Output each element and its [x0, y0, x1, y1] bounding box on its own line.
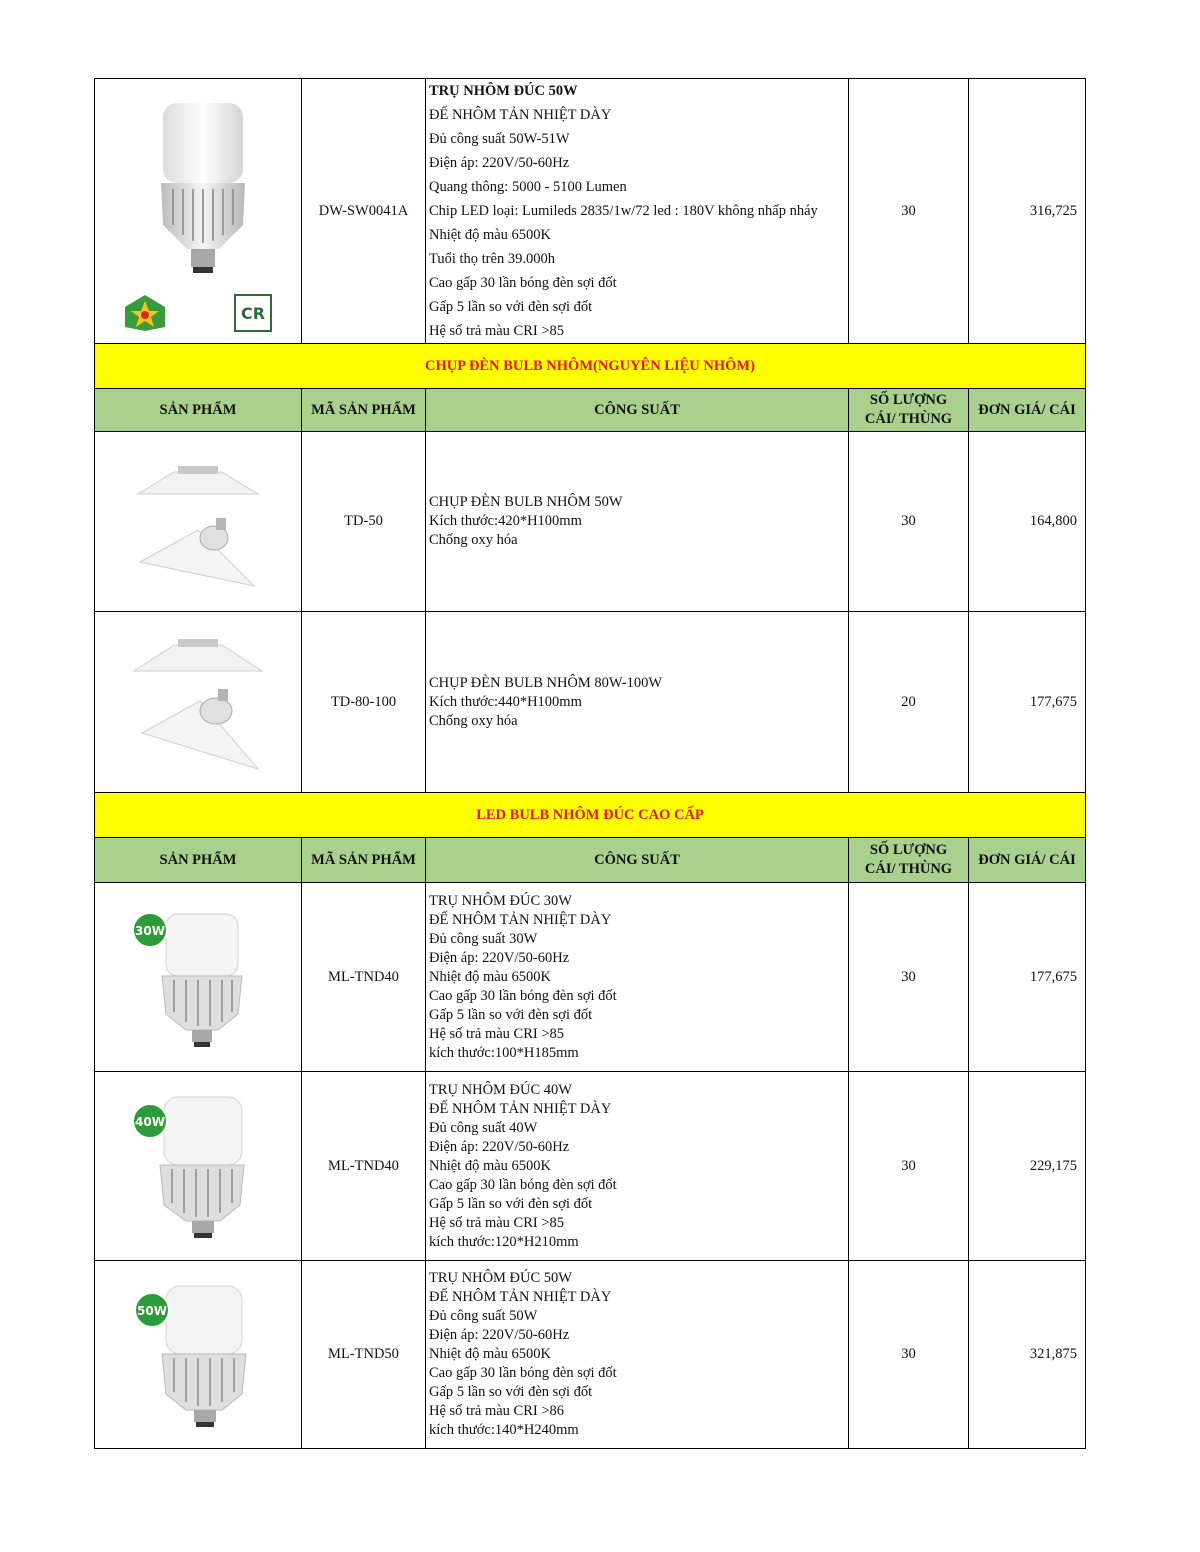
desc-line: Hệ số trả màu CRI >86	[429, 1403, 565, 1419]
desc-line: Hệ số trả màu CRI >85	[429, 323, 565, 339]
product-qty: 30	[849, 1261, 969, 1449]
wattage-badge: 50W	[137, 1303, 167, 1318]
desc-line: ĐẾ NHÔM TẢN NHIỆT DÀY	[429, 911, 612, 928]
product-qty: 30	[849, 432, 969, 612]
header-product: SẢN PHẨM	[95, 389, 302, 432]
header-code: MÃ SẢN PHẨM	[302, 838, 426, 883]
product-price: 177,675	[969, 612, 1086, 793]
desc-line: Nhiệt độ màu 6500K	[429, 227, 552, 243]
desc-line: TRỤ NHÔM ĐÚC 50W	[429, 83, 578, 99]
table-row	[95, 612, 1086, 793]
desc-line: TRỤ NHÔM ĐÚC 40W	[429, 1081, 572, 1098]
desc-line: Đủ công suất 30W	[429, 930, 538, 947]
desc-line: TRỤ NHÔM ĐÚC 50W	[429, 1270, 572, 1286]
header-qty-line1: SỐ LƯỢNG	[869, 842, 948, 858]
header-qty	[849, 838, 969, 883]
desc-line: Đủ công suất 40W	[429, 1119, 538, 1136]
desc-line: Cao gấp 30 lần bóng đèn sợi đốt	[429, 1365, 617, 1381]
wattage-badge: 40W	[135, 1115, 165, 1129]
product-price: 316,725	[969, 79, 1086, 344]
desc-line: ĐẾ NHÔM TẢN NHIỆT DÀY	[429, 107, 612, 123]
desc-line: Chống oxy hóa	[429, 712, 518, 729]
product-description	[426, 1261, 849, 1449]
product-price: 229,175	[969, 1072, 1086, 1261]
product-code: TD-50	[302, 432, 426, 612]
product-price: 164,800	[969, 432, 1086, 612]
desc-line: Chống oxy hóa	[429, 532, 518, 548]
product-qty: 30	[849, 1072, 969, 1261]
product-code: DW-SW0041A	[302, 79, 426, 344]
led-bulb-icon	[128, 1091, 268, 1241]
lamp-shade-icon	[128, 452, 268, 592]
desc-line: CHỤP ĐÈN BULB NHÔM 50W	[429, 494, 623, 510]
desc-line: CHỤP ĐÈN BULB NHÔM 80W-100W	[429, 674, 663, 691]
product-description	[426, 432, 849, 612]
desc-line: TRỤ NHÔM ĐÚC 30W	[429, 892, 572, 909]
desc-line: Điện áp: 220V/50-60Hz	[429, 1327, 570, 1343]
desc-line: Nhiệt độ màu 6500K	[429, 968, 552, 985]
desc-line: Cao gấp 30 lần bóng đèn sợi đốt	[429, 1176, 617, 1193]
desc-line: Gấp 5 lần so với đèn sợi đốt	[429, 299, 593, 315]
desc-line: Quang thông: 5000 - 5100 Lumen	[429, 179, 627, 195]
wattage-badge: 30W	[135, 924, 165, 938]
product-image-cell	[95, 883, 302, 1072]
table-row	[95, 1261, 1086, 1449]
desc-line: Cao gấp 30 lần bóng đèn sợi đốt	[429, 275, 617, 291]
desc-line: ĐẾ NHÔM TẢN NHIỆT DÀY	[429, 1100, 612, 1117]
desc-line: Chip LED loại: Lumileds 2835/1w/72 led : 180V không nhấp nháy	[429, 203, 818, 219]
desc-line: Điện áp: 220V/50-60Hz	[429, 155, 570, 171]
header-qty	[849, 389, 969, 432]
desc-line: Hệ số trả màu CRI >85	[429, 1214, 565, 1231]
product-price: 321,875	[969, 1261, 1086, 1449]
desc-line: Kích thước:420*H100mm	[429, 513, 582, 529]
desc-line: Kích thước:440*H100mm	[429, 693, 582, 710]
product-description	[426, 883, 849, 1072]
table-row	[95, 1072, 1086, 1261]
desc-line: kích thước:100*H185mm	[429, 1044, 579, 1061]
lamp-shade-icon	[128, 627, 268, 777]
desc-line: Điện áp: 220V/50-60Hz	[429, 1138, 570, 1155]
product-image-cell	[95, 1261, 302, 1449]
header-product: SẢN PHẨM	[95, 838, 302, 883]
price-table	[94, 78, 1086, 1449]
table-row	[95, 432, 1086, 612]
header-power: CÔNG SUẤT	[426, 838, 849, 883]
header-qty-line2: CÁI/ THÙNG	[864, 411, 953, 427]
certification-star-logo	[123, 293, 167, 333]
section-title: LED BULB NHÔM ĐÚC CAO CẤP	[95, 793, 1086, 838]
product-image-cell	[95, 79, 302, 344]
desc-line: kích thước:140*H240mm	[429, 1422, 579, 1438]
header-price: ĐƠN GIÁ/ CÁI	[969, 838, 1086, 883]
product-code: ML-TND40	[302, 1072, 426, 1261]
product-code: ML-TND40	[302, 883, 426, 1072]
product-image-cell	[95, 612, 302, 793]
section-title: CHỤP ĐÈN BULB NHÔM(NGUYÊN LIỆU NHÔM)	[95, 344, 1086, 389]
table-row	[95, 79, 1086, 344]
desc-line: Nhiệt độ màu 6500K	[429, 1346, 552, 1362]
desc-line: Tuổi thọ trên 39.000h	[429, 251, 555, 267]
product-description	[426, 79, 849, 344]
product-image-cell	[95, 432, 302, 612]
led-bulb-icon	[128, 902, 268, 1052]
product-qty: 30	[849, 79, 969, 344]
desc-line: kích thước:120*H210mm	[429, 1233, 579, 1250]
section-title-row	[95, 344, 1086, 389]
product-image-cell	[95, 1072, 302, 1261]
desc-line: ĐẾ NHÔM TẢN NHIỆT DÀY	[429, 1289, 612, 1305]
desc-line: Gấp 5 lần so với đèn sợi đốt	[429, 1384, 593, 1400]
product-price: 177,675	[969, 883, 1086, 1072]
product-description	[426, 1072, 849, 1261]
led-bulb-icon	[128, 1280, 268, 1430]
quality-cr-logo	[233, 293, 273, 333]
product-qty: 20	[849, 612, 969, 793]
header-power: CÔNG SUẤT	[426, 389, 849, 432]
product-description	[426, 612, 849, 793]
desc-line: Hệ số trả màu CRI >85	[429, 1025, 565, 1042]
header-code: MÃ SẢN PHẨM	[302, 389, 426, 432]
desc-line: Gấp 5 lần so với đèn sợi đốt	[429, 1195, 593, 1212]
product-code: TD-80-100	[302, 612, 426, 793]
header-price: ĐƠN GIÁ/ CÁI	[969, 389, 1086, 432]
desc-line: Đủ công suất 50W	[429, 1308, 538, 1324]
desc-line: Cao gấp 30 lần bóng đèn sợi đốt	[429, 987, 617, 1004]
header-row	[95, 838, 1086, 883]
table-row	[95, 883, 1086, 1072]
desc-line: Điện áp: 220V/50-60Hz	[429, 949, 570, 966]
product-code: ML-TND50	[302, 1261, 426, 1449]
desc-line: Đủ công suất 50W-51W	[429, 131, 570, 147]
section-title-row	[95, 793, 1086, 838]
header-qty-line1: SỐ LƯỢNG	[869, 392, 948, 408]
header-qty-line2: CÁI/ THÙNG	[864, 861, 953, 877]
desc-line: Nhiệt độ màu 6500K	[429, 1157, 552, 1174]
desc-line: Gấp 5 lần so với đèn sợi đốt	[429, 1006, 593, 1023]
header-row	[95, 389, 1086, 432]
svg-text:CR: CR	[240, 304, 266, 323]
product-qty: 30	[849, 883, 969, 1072]
